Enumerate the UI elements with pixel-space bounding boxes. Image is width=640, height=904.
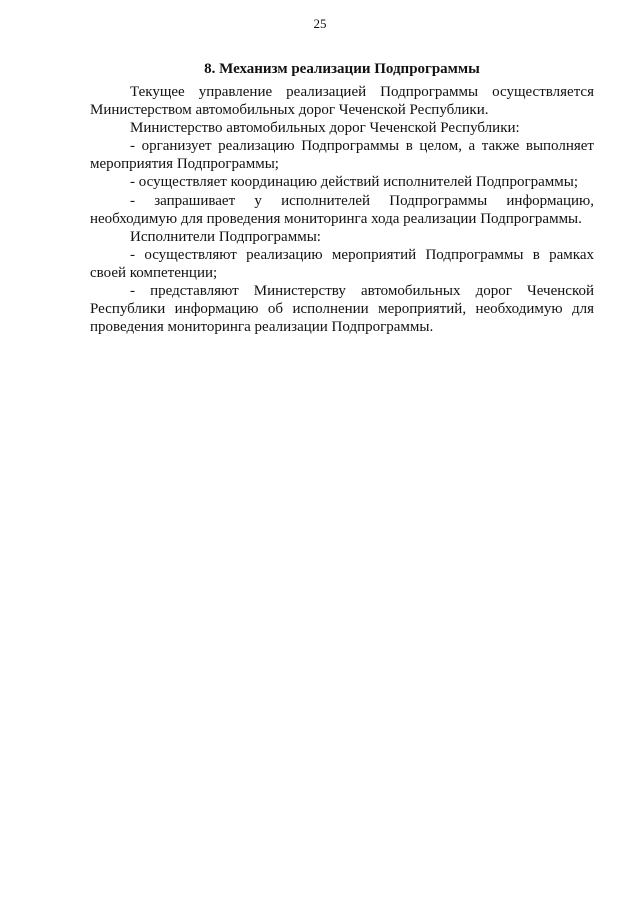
paragraph-ministry-requests: - запрашивает у исполнителей Подпрограммы информацию, необходимую для проведения мониторинга хода реализации Подпрограммы.: [90, 192, 594, 227]
page-number: 25: [313, 16, 327, 31]
paragraph-ministry-organizes: - организует реализацию Подпрограммы в целом, а также выполняет мероприятия Подпрограммы;: [90, 138, 594, 173]
paragraph-executors-implement: - осуществляют реализацию мероприятий Подпрограммы в рамках своей компетенции;: [90, 246, 594, 281]
paragraph-ministry-coordinates: - осуществляет координацию действий исполнителей Подпрограммы;: [130, 174, 578, 191]
paragraph-executors-report: - представляют Министерству автомобильных дорог Чеченской Республики информацию об исполнении мероприятий, необходимую для проведения мониторинга реализации Подпрограммы.: [90, 283, 594, 336]
paragraph-executors-intro: Исполнители Подпрограммы:: [130, 228, 321, 245]
section-content: [90, 60, 594, 336]
section-heading: 8. Механизм реализации Подпрограммы: [204, 61, 480, 77]
paragraph-current-management: Текущее управление реализацией Подпрограммы осуществляется Министерством автомобильных дорог Чеченской Республики.: [90, 84, 594, 119]
paragraph-ministry-intro: Министерство автомобильных дорог Чеченской Республики:: [130, 120, 520, 137]
